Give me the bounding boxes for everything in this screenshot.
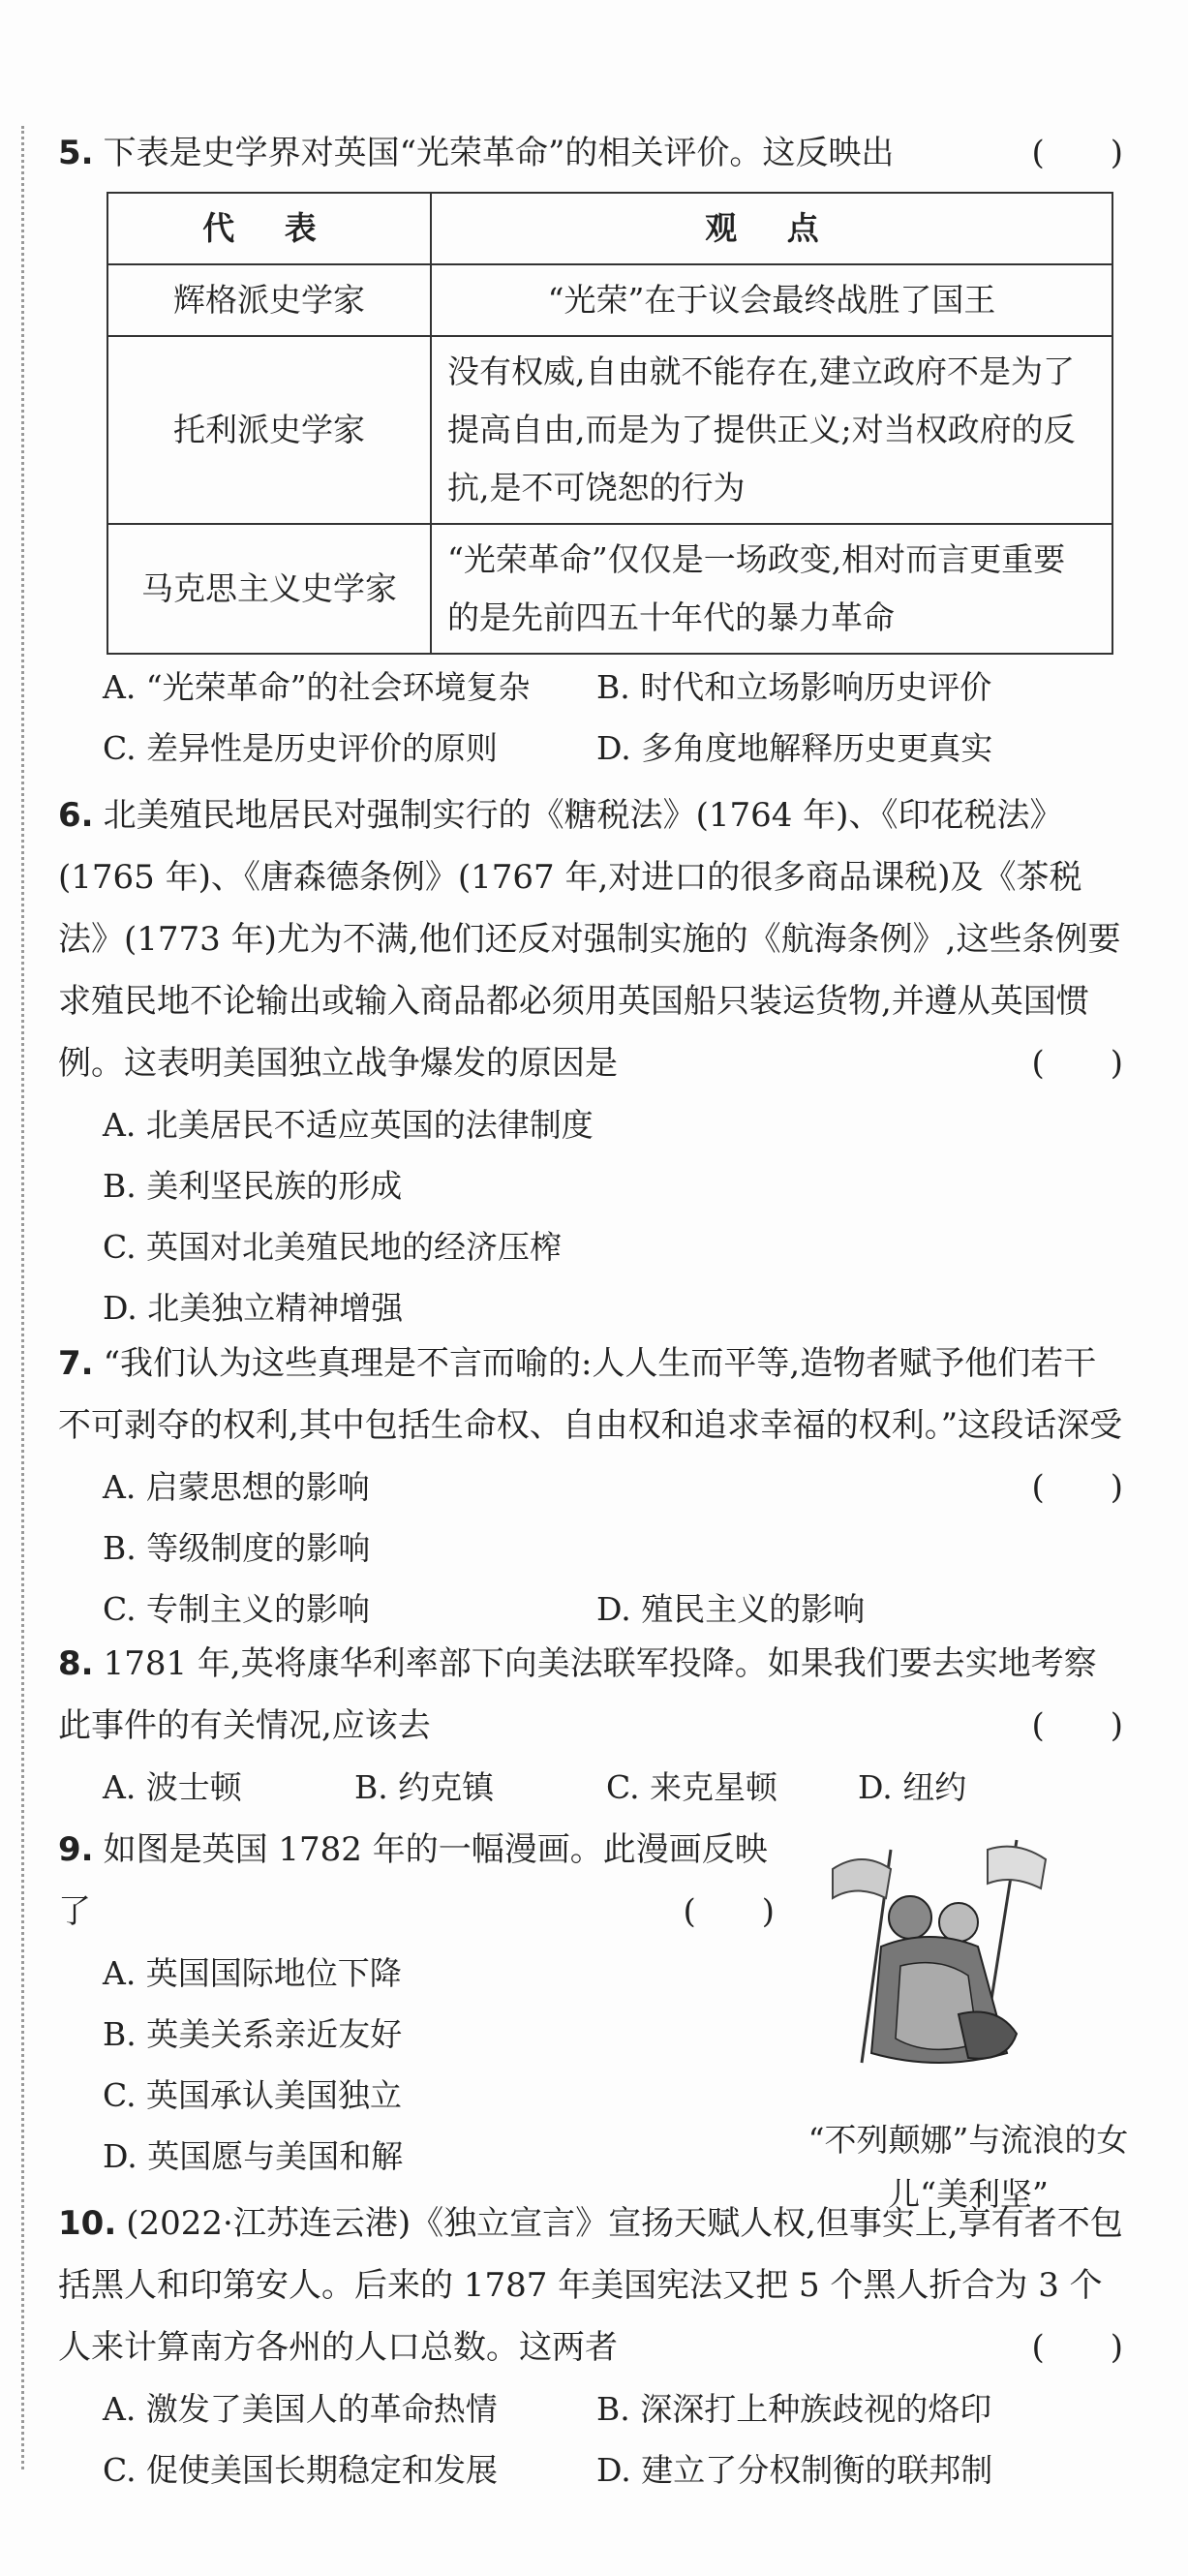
option-d[interactable]: D. 多角度地解释历史更真实 [596, 729, 993, 767]
option-d[interactable]: D. 殖民主义的影响 [596, 1590, 866, 1628]
question-8 [58, 1633, 1123, 1818]
table-cell-rep: 辉格派史学家 [107, 264, 431, 336]
option-d[interactable]: D. 北美独立精神增强 [103, 1289, 404, 1327]
question-number: 9. [58, 1830, 94, 1869]
table-cell-view: “光荣”在于议会最终战胜了国王 [431, 264, 1112, 336]
question-9 [58, 1819, 775, 2187]
question-number: 8. [58, 1644, 94, 1683]
option-c[interactable]: C. 专制主义的影响 [103, 1590, 371, 1628]
cartoon-caption: “不列颠娜”与流浪的女儿“美利坚” [807, 2121, 1129, 2213]
option-d[interactable]: D. 英国愿与美国和解 [103, 2137, 404, 2175]
option-a[interactable]: A. 启蒙思想的影响 [103, 1468, 370, 1506]
option-b[interactable]: B. 等级制度的影响 [103, 1529, 371, 1567]
table-cell-view: “光荣革命”仅仅是一场政变,相对而言更重要的是先前四五十年代的暴力革命 [431, 524, 1112, 654]
question-number: 6. [58, 796, 94, 835]
table-header: 代 表 [107, 193, 431, 264]
question-stem: (2022·江苏连云港)《独立宣言》宣扬天赋人权,但事实上,享有者不包括黑人和印第安人。后来的 1787 年美国宪法又把 5 个黑人折合为 3 个人来计算南方各州的人口总数。这两者 [58, 2204, 1123, 2367]
option-b[interactable]: B. 英美关系亲近友好 [103, 2015, 403, 2053]
option-a[interactable]: A. 波士顿 [103, 1768, 242, 1806]
question-stem: 如图是英国 1782 年的一幅漫画。此漫画反映了 [58, 1830, 768, 1931]
answer-paren: ( ) [683, 1892, 775, 1931]
answer-paren: ( ) [1031, 134, 1123, 172]
question-number: 7. [58, 1344, 94, 1383]
option-c[interactable]: C. 英国对北美殖民地的经济压榨 [103, 1228, 563, 1266]
table-row [107, 264, 1112, 336]
margin-dotted-line [21, 126, 24, 2469]
cartoon-illustration [813, 1830, 1055, 2072]
question-stem: 下表是史学界对英国“光荣革命”的相关评价。这反映出 [103, 134, 895, 172]
answer-paren: ( ) [1031, 1044, 1123, 1083]
answer-paren: ( ) [1031, 1706, 1123, 1745]
answer-paren: ( ) [1031, 2328, 1123, 2367]
option-c[interactable]: C. 英国承认美国独立 [103, 2076, 403, 2114]
option-b[interactable]: B. 约克镇 [354, 1768, 495, 1806]
option-c[interactable]: C. 来克星顿 [606, 1768, 778, 1806]
option-c[interactable]: C. 促使美国长期稳定和发展 [103, 2451, 499, 2489]
option-b[interactable]: B. 时代和立场影响历史评价 [596, 668, 992, 706]
table-cell-rep: 马克思主义史学家 [107, 524, 431, 654]
question-5-options [58, 657, 1168, 779]
option-c[interactable]: C. 差异性是历史评价的原则 [103, 729, 499, 767]
table-cell-view: 没有权威,自由就不能存在,建立政府不是为了提高自由,而是为了提供正义;对当权政府的反抗,是不可饶恕的行为 [431, 336, 1112, 524]
option-b[interactable]: B. 深深打上种族歧视的烙印 [596, 2390, 992, 2428]
question-5 [58, 122, 1123, 184]
question-7 [58, 1333, 1123, 1640]
question-stem: “我们认为这些真理是不言而喻的:人人生而平等,造物者赋予他们若干不可剥夺的权利,其中包括生命权、自由权和追求幸福的权利。”这段话深受 [58, 1344, 1123, 1445]
option-a[interactable]: A. 北美居民不适应英国的法律制度 [103, 1106, 594, 1144]
table-row [107, 336, 1112, 524]
option-a[interactable]: A. “光荣革命”的社会环境复杂 [103, 668, 531, 706]
table-row [107, 524, 1112, 654]
question-6 [58, 784, 1123, 1338]
table-cell-rep: 托利派史学家 [107, 336, 431, 524]
evaluation-table [107, 192, 1113, 655]
question-number: 5. [58, 134, 94, 172]
question-number: 10. [58, 2204, 117, 2243]
question-10 [58, 2193, 1123, 2500]
option-d[interactable]: D. 建立了分权制衡的联邦制 [596, 2451, 993, 2489]
question-stem: 北美殖民地居民对强制实行的《糖税法》(1764 年)、《印花税法》(1765 年)、《唐森德条例》(1767 年,对进口的很多商品课税)及《茶税法》(1773 年)尤为不满,他们还反对强制实施的《航海条例》,这些条例要求殖民地不论输出或输入商品都必须用英国船只装运货物,并遵从英国惯例。这表明美国独立战争爆发的原因是 [58, 796, 1121, 1083]
table-header: 观 点 [431, 193, 1112, 264]
option-a[interactable]: A. 英国国际地位下降 [103, 1954, 402, 1992]
answer-paren: ( ) [1031, 1468, 1123, 1507]
option-d[interactable]: D. 纽约 [858, 1768, 967, 1806]
question-stem: 1781 年,英将康华利率部下向美法联军投降。如果我们要去实地考察此事件的有关情况,应该去 [58, 1644, 1097, 1745]
option-a[interactable]: A. 激发了美国人的革命热情 [103, 2390, 498, 2428]
option-b[interactable]: B. 美利坚民族的形成 [103, 1167, 403, 1205]
